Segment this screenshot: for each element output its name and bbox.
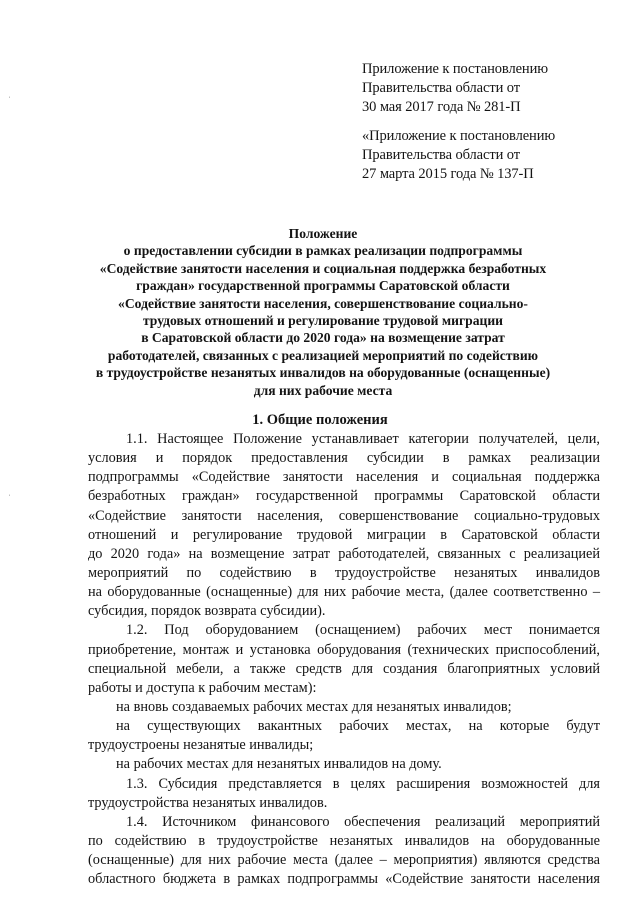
paragraph-line: (оснащенные) для них рабочие места (далее – мероприятия) являются средства [88,852,600,869]
paragraph-line: на оборудованные (оснащенные) для них рабочие места, (далее соответственно – [88,584,600,601]
title-line: в Саратовской области до 2020 года» на возмещение затрат [141,330,505,346]
title-line: в трудоустройстве незанятых инвалидов на оборудованные (оснащенные) [95,365,551,381]
paragraph-line: на рабочих местах для незанятых инвалидов на дому. [116,756,442,773]
annex-line: Правительства области от [362,80,520,96]
annex-line: Приложение к постановлению [362,61,548,77]
paragraph-line: приобретение, монтаж и установка оборудования (технических приспособлений, [88,641,600,658]
document-body [88,430,600,889]
paragraph-line: 1.3. Субсидия представляется в целях расширения возможностей для [126,775,600,792]
title-line: граждан» государственной программы Саратовской области [136,278,510,294]
paragraph-line: специальной мебели, а также средств для создания благоприятных условий [88,660,600,677]
paragraph-line: 1.4. Источником финансового обеспечения реализаций мероприятий [126,813,600,830]
annex-line: «Приложение к постановлению [362,128,556,144]
title-line: о предоставлении субсидии в рамках реализации подпрограммы [123,243,523,259]
paragraph-line: по содействию в трудоустройстве незанятых инвалидов на оборудованные [88,832,600,849]
paragraph-line: на существующих вакантных рабочих местах, на которые будут [116,718,600,735]
title-line: «Содействие занятости населения и социальная поддержка безработных [99,260,547,276]
paragraph-line: работы и доступа к рабочим местам): [88,679,317,696]
document-title [78,225,568,399]
annex-line: 30 мая 2017 года № 281-П [362,99,521,115]
annex-current [362,60,627,117]
paragraph-line: до 2020 года» на возмещение затрат работодателей, связанных с реализацией [88,545,600,562]
paragraph-line: областного бюджета в рамках подпрограммы «Содействие занятости населения [88,871,600,888]
paragraph-line: трудоустроены незанятые инвалиды; [88,737,314,754]
paragraph-line: 1.2. Под оборудованием (оснащением) рабочих мест понимается [126,622,600,639]
title-line: «Содействие занятости населения, совершенствование социально- [118,295,528,311]
paragraph-line: трудоустройства незанятых инвалидов. [88,794,328,811]
annex-original [362,127,627,184]
scan-speck: ˌ [8,486,11,496]
paragraph-line: отношений и регулирование трудовой миграции в Саратовской области [88,526,600,543]
paragraph-line: 1.1. Настоящее Положение устанавливает категории получателей, цели, [126,431,600,447]
title-line: для них рабочие места [253,382,393,398]
annex-line: Правительства области от [362,147,520,163]
annex-line: 27 марта 2015 года № 137-П [362,166,534,182]
section-heading: 1. Общие положения [252,412,388,428]
paragraph-line: безработных граждан» государственной программы Саратовской области [88,488,600,505]
title-line: трудовых отношений и регулирование трудовой миграции [142,313,504,329]
title-line: Положение [288,226,358,241]
paragraph-line: подпрограммы «Содействие занятости населения и социальная поддержка [88,469,600,486]
title-line: работодателей, связанных с реализацией мероприятий по содействию [107,347,539,363]
scan-speck: ˌ [8,88,11,98]
paragraph-line: мероприятий по содействию в трудоустройстве незанятых инвалидов [88,564,600,581]
paragraph-line: на вновь создаваемых рабочих местах для незанятых инвалидов; [116,698,512,715]
paragraph-line: «Содействие занятости населения, совершенствование социально-трудовых [88,507,600,524]
paragraph-line: условия и порядок предоставления субсидии в рамках реализации [88,450,600,467]
paragraph-line: субсидия, порядок возврата субсидии). [88,603,326,620]
